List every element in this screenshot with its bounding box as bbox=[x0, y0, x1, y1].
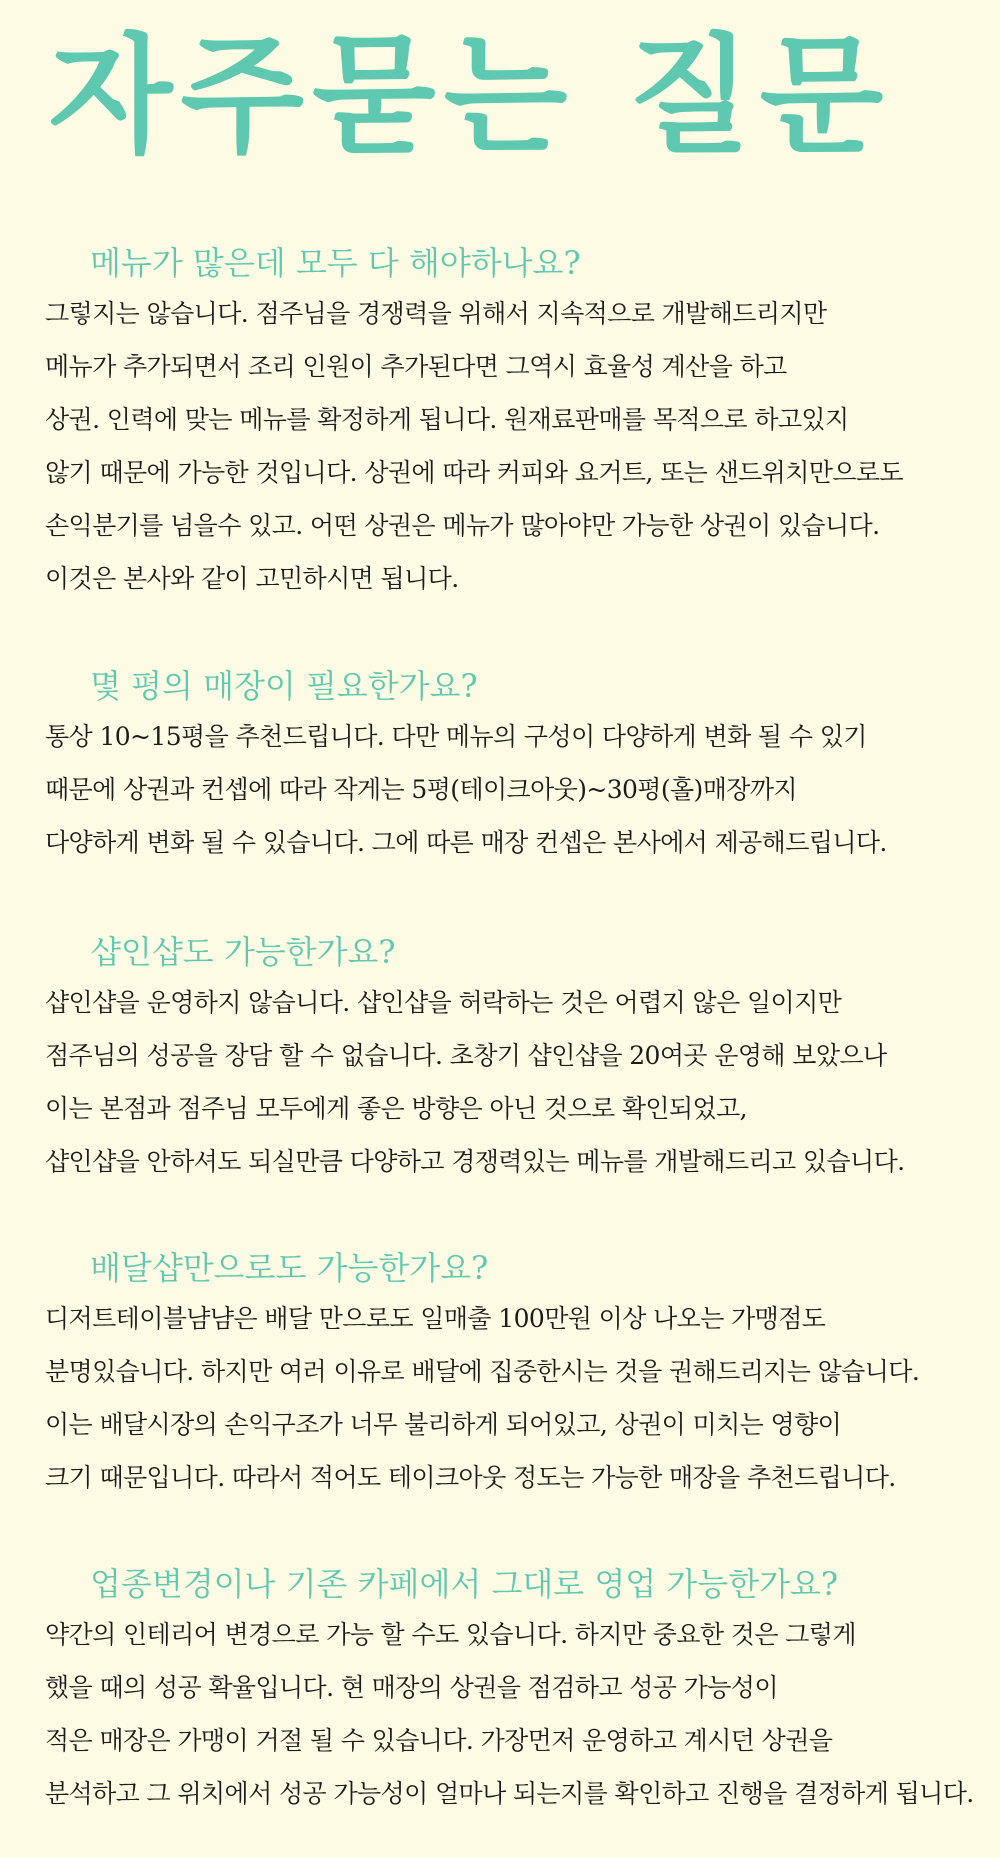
answer-line: 이것은 본사와 같이 고민하시면 됩니다. bbox=[45, 564, 459, 593]
answer-line: 디저트테이블냠냠은 배달 만으로도 일매출 100만원 이상 나오는 가맹점도 bbox=[45, 1304, 826, 1333]
faq-answer bbox=[45, 1292, 1000, 1504]
faq-question: 업종변경이나 기존 카페에서 그대로 영업 가능한가요? bbox=[90, 1565, 839, 1603]
answer-line: 분명있습니다. 하지만 여러 이유로 배달에 집중한시는 것을 권해드리지는 않습니다. bbox=[45, 1357, 920, 1386]
answer-line: 이는 본점과 점주님 모두에게 좋은 방향은 아닌 것으로 확인되었고, bbox=[45, 1094, 747, 1123]
faq-question: 몇 평의 매장이 필요한가요? bbox=[90, 667, 478, 705]
faq-question: 메뉴가 많은데 모두 다 해야하나요? bbox=[90, 244, 581, 282]
answer-line: 그렇지는 않습니다. 점주님을 경쟁력을 위해서 지속적으로 개발해드리지만 bbox=[45, 299, 827, 328]
faq-answer bbox=[45, 976, 1000, 1188]
answer-line: 크기 때문입니다. 따라서 적어도 테이크아웃 정도는 가능한 매장을 추천드립니다. bbox=[45, 1463, 896, 1492]
faq-answer bbox=[45, 1608, 1000, 1820]
answer-line: 다양하게 변화 될 수 있습니다. 그에 따른 매장 컨셉은 본사에서 제공해드립니다. bbox=[45, 828, 887, 857]
answer-line: 분석하고 그 위치에서 성공 가능성이 얼마나 되는지를 확인하고 진행을 결정하게 됩니다. bbox=[45, 1779, 974, 1808]
faq-item-delivery bbox=[0, 1244, 1000, 1504]
faq-item-conversion bbox=[0, 1560, 1000, 1820]
answer-line: 점주님의 성공을 장담 할 수 없습니다. 초창기 샵인샵을 20여곳 운영해 보았으나 bbox=[45, 1041, 887, 1070]
page-title: 자주묻는 질문 bbox=[48, 22, 892, 171]
answer-line: 않기 때문에 가능한 것입니다. 상권에 따라 커피와 요거트, 또는 샌드위치만으로도 bbox=[45, 458, 903, 487]
answer-line: 적은 매장은 가맹이 거절 될 수 있습니다. 가장먼저 운영하고 계시던 상권을 bbox=[45, 1726, 833, 1755]
faq-question: 샵인샵도 가능한가요? bbox=[90, 933, 396, 971]
answer-line: 약간의 인테리어 변경으로 가능 할 수도 있습니다. 하지만 중요한 것은 그렇게 bbox=[45, 1620, 856, 1649]
faq-question: 배달샵만으로도 가능한가요? bbox=[90, 1249, 489, 1287]
answer-line: 샵인샵을 안하셔도 되실만큼 다양하고 경쟁력있는 메뉴를 개발해드리고 있습니다. bbox=[45, 1147, 905, 1176]
answer-line: 통상 10~15평을 추천드립니다. 다만 메뉴의 구성이 다양하게 변화 될 수 있기 bbox=[45, 722, 867, 751]
faq-item-shop-in-shop bbox=[0, 928, 1000, 1188]
answer-line: 손익분기를 넘을수 있고. 어떤 상권은 메뉴가 많아야만 가능한 상권이 있습니다. bbox=[45, 511, 880, 540]
answer-line: 이는 배달시장의 손익구조가 너무 불리하게 되어있고, 상권이 미치는 영향이 bbox=[45, 1410, 842, 1439]
faq-answer bbox=[45, 710, 1000, 869]
answer-line: 메뉴가 추가되면서 조리 인원이 추가된다면 그역시 효율성 계산을 하고 bbox=[45, 352, 787, 381]
answer-line: 때문에 상권과 컨셉에 따라 작게는 5평(테이크아웃)~30평(홀)매장까지 bbox=[45, 775, 797, 804]
faq-answer bbox=[45, 287, 1000, 605]
answer-line: 상권. 인력에 맞는 메뉴를 확정하게 됩니다. 원재료판매를 목적으로 하고있지 bbox=[45, 405, 849, 434]
faq-item-menu bbox=[0, 239, 1000, 605]
answer-line: 샵인샵을 운영하지 않습니다. 샵인샵을 허락하는 것은 어렵지 않은 일이지만 bbox=[45, 988, 842, 1017]
answer-line: 했을 때의 성공 확율입니다. 현 매장의 상권을 점검하고 성공 가능성이 bbox=[45, 1673, 778, 1702]
faq-item-store-size bbox=[0, 662, 1000, 869]
